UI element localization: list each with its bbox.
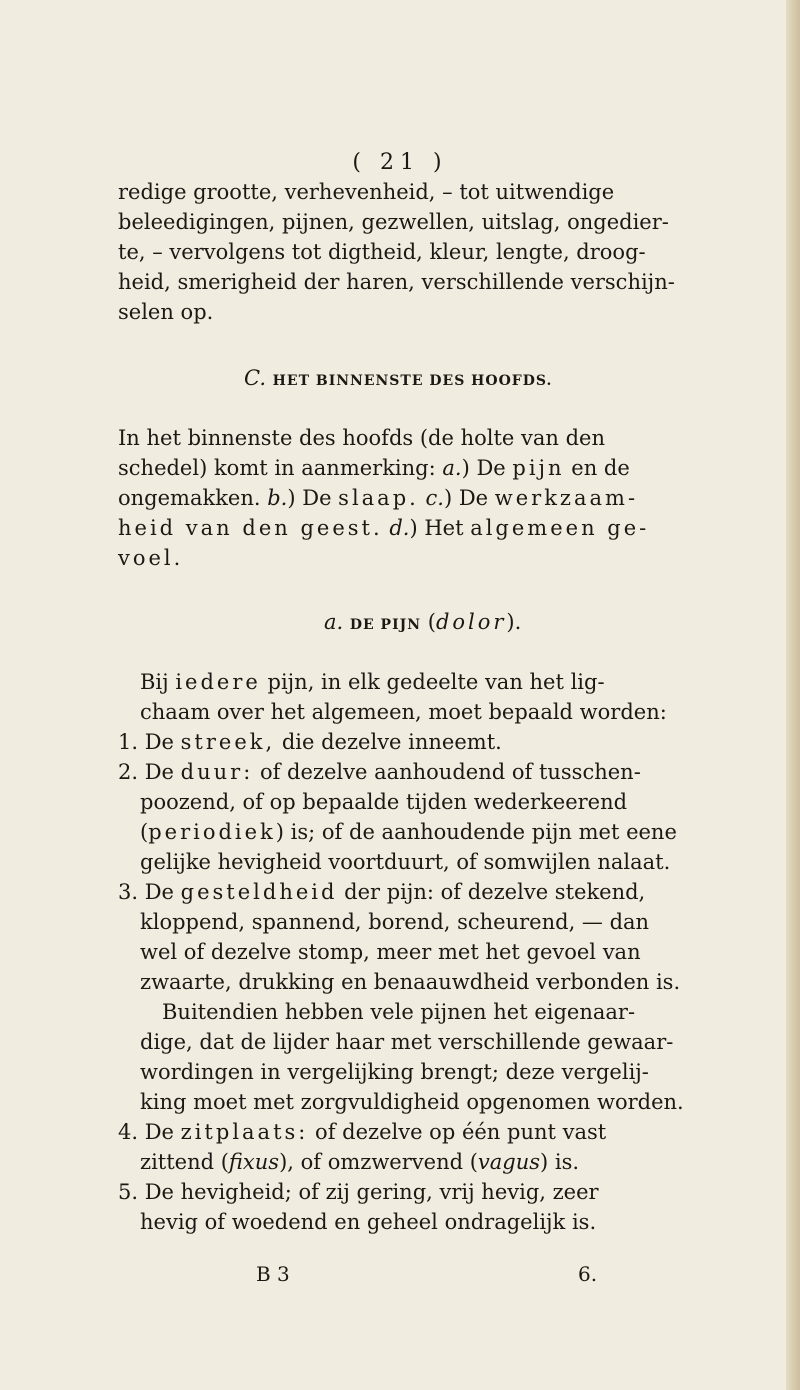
text-segment: der pijn: of dezelve stekend, [337, 880, 646, 904]
text-segment: a. [324, 610, 350, 634]
text-segment: DE PIJN [349, 617, 422, 633]
text-segment: werkzaam- [494, 486, 639, 510]
text-line [118, 1182, 599, 1203]
text-segment: 3. De [118, 880, 181, 904]
text-segment: fixus [228, 1150, 280, 1174]
text-segment: ) is. [540, 1150, 580, 1174]
text-segment: zittend ( [140, 1150, 229, 1174]
text-segment: d. [389, 516, 410, 540]
text-segment: 1. De [118, 730, 181, 754]
text-line [118, 212, 669, 233]
text-segment: ) is; of de aanhoudende pijn met eene [275, 820, 677, 844]
text-segment: ( [421, 610, 436, 634]
text-segment: ongemakken. [118, 486, 268, 510]
text-line [118, 458, 630, 479]
text-line [244, 368, 552, 389]
text-segment: ) Het [409, 516, 471, 540]
page-number: ( 21 ) [352, 150, 448, 175]
text-line [162, 1002, 635, 1023]
text-line [140, 1152, 579, 1173]
catchword: 6. [578, 1262, 598, 1286]
text-line [140, 1062, 649, 1083]
text-line [140, 852, 670, 873]
text-segment: heid, smerigheid der haren, verschillende verschijn- [118, 270, 675, 294]
text-line [118, 428, 605, 449]
text-segment: ( [140, 820, 149, 844]
text-segment: of dezelve aanhoudend of tusschen- [253, 760, 641, 784]
text-line [140, 1092, 684, 1113]
text-segment: c. [425, 486, 444, 510]
text-segment: en de [564, 456, 630, 480]
text-segment: dige, dat de lijder haar met verschillende gewaar- [140, 1030, 674, 1054]
text-line [324, 612, 521, 633]
text-line [140, 792, 627, 813]
text-segment: wel of dezelve stomp, meer met het gevoel van [140, 940, 641, 964]
text-segment: duur: [180, 760, 254, 784]
text-line [140, 912, 649, 933]
text-segment: vagus [477, 1150, 541, 1174]
text-segment: zwaarte, drukking en benaauwdheid verbonden is. [140, 970, 681, 994]
text-segment: slaap. [338, 486, 419, 510]
text-line [118, 488, 638, 509]
text-segment: of dezelve op één punt vast [308, 1120, 607, 1144]
text-line [118, 882, 645, 903]
text-segment: voel. [118, 546, 184, 570]
text-segment: In het binnenste des hoofds (de holte van den [118, 426, 605, 450]
text-segment: b. [267, 486, 288, 510]
text-segment: streek, [180, 730, 276, 754]
text-segment: ) De [287, 486, 339, 510]
text-segment: schedel) komt in aanmerking: [118, 456, 443, 480]
text-segment: iedere [175, 670, 261, 694]
text-segment: ). [506, 610, 522, 634]
text-segment: pijn [512, 456, 565, 480]
text-segment: hevig of woedend en geheel ondragelijk is. [140, 1210, 597, 1234]
text-segment: redige grootte, verhevenheid, – tot uitwendige [118, 180, 615, 204]
text-segment: a. [442, 456, 462, 480]
text-segment: chaam over het algemeen, moet bepaald worden: [140, 700, 667, 724]
text-line [118, 182, 614, 203]
text-line [118, 762, 641, 783]
text-line [118, 732, 502, 753]
text-line [118, 548, 183, 569]
text-line [118, 518, 649, 539]
text-segment: heid van den geest. [118, 516, 383, 540]
text-segment: 4. De [118, 1120, 181, 1144]
text-segment: ) De [461, 456, 513, 480]
text-segment: 2. De [118, 760, 181, 784]
text-line [118, 302, 213, 323]
text-segment: te, – vervolgens tot digtheid, kleur, lengte, droog- [118, 240, 646, 264]
text-line [140, 972, 680, 993]
text-line [140, 1212, 596, 1233]
text-segment: Bij [140, 670, 176, 694]
text-line [140, 702, 667, 723]
text-segment: wordingen in vergelijking brengt; deze vergelij- [140, 1060, 649, 1084]
text-line [140, 672, 605, 693]
text-segment: HET BINNENSTE DES HOOFDS. [272, 373, 553, 389]
text-segment: gesteldheid [180, 880, 338, 904]
text-segment [419, 486, 426, 510]
text-segment: 5. De hevigheid; of zij gering, vrij hevig, zeer [118, 1180, 599, 1204]
text-line [118, 1122, 606, 1143]
text-segment: ) De [443, 486, 495, 510]
signature-mark: B 3 [256, 1262, 290, 1286]
text-line [140, 942, 641, 963]
text-segment: gelijke hevigheid voortduurt, of somwijlen nalaat. [140, 850, 671, 874]
text-segment: ), of omzwervend ( [279, 1150, 478, 1174]
text-segment: pijn, in elk gedeelte van het lig- [260, 670, 605, 694]
text-line [140, 1032, 673, 1053]
text-line [118, 272, 675, 293]
text-segment: dolor [435, 610, 507, 634]
text-segment: king moet met zorgvuldigheid opgenomen worden. [140, 1090, 684, 1114]
text-segment: kloppend, spannend, borend, scheurend, — dan [140, 910, 650, 934]
text-segment: Buitendien hebben vele pijnen het eigenaar- [162, 1000, 636, 1024]
page-edge [786, 0, 800, 1390]
text-segment: beleedigingen, pijnen, gezwellen, uitslag, ongedier- [118, 210, 669, 234]
text-segment: selen op. [118, 300, 214, 324]
text-line [140, 822, 677, 843]
text-segment: algemeen ge- [470, 516, 650, 540]
text-segment: poozend, of op bepaalde tijden wederkeerend [140, 790, 628, 814]
text-line [118, 242, 646, 263]
text-segment: C. [244, 366, 273, 390]
text-segment: zitplaats: [180, 1120, 309, 1144]
text-segment: periodiek [148, 820, 276, 844]
text-segment: die dezelve inneemt. [275, 730, 502, 754]
